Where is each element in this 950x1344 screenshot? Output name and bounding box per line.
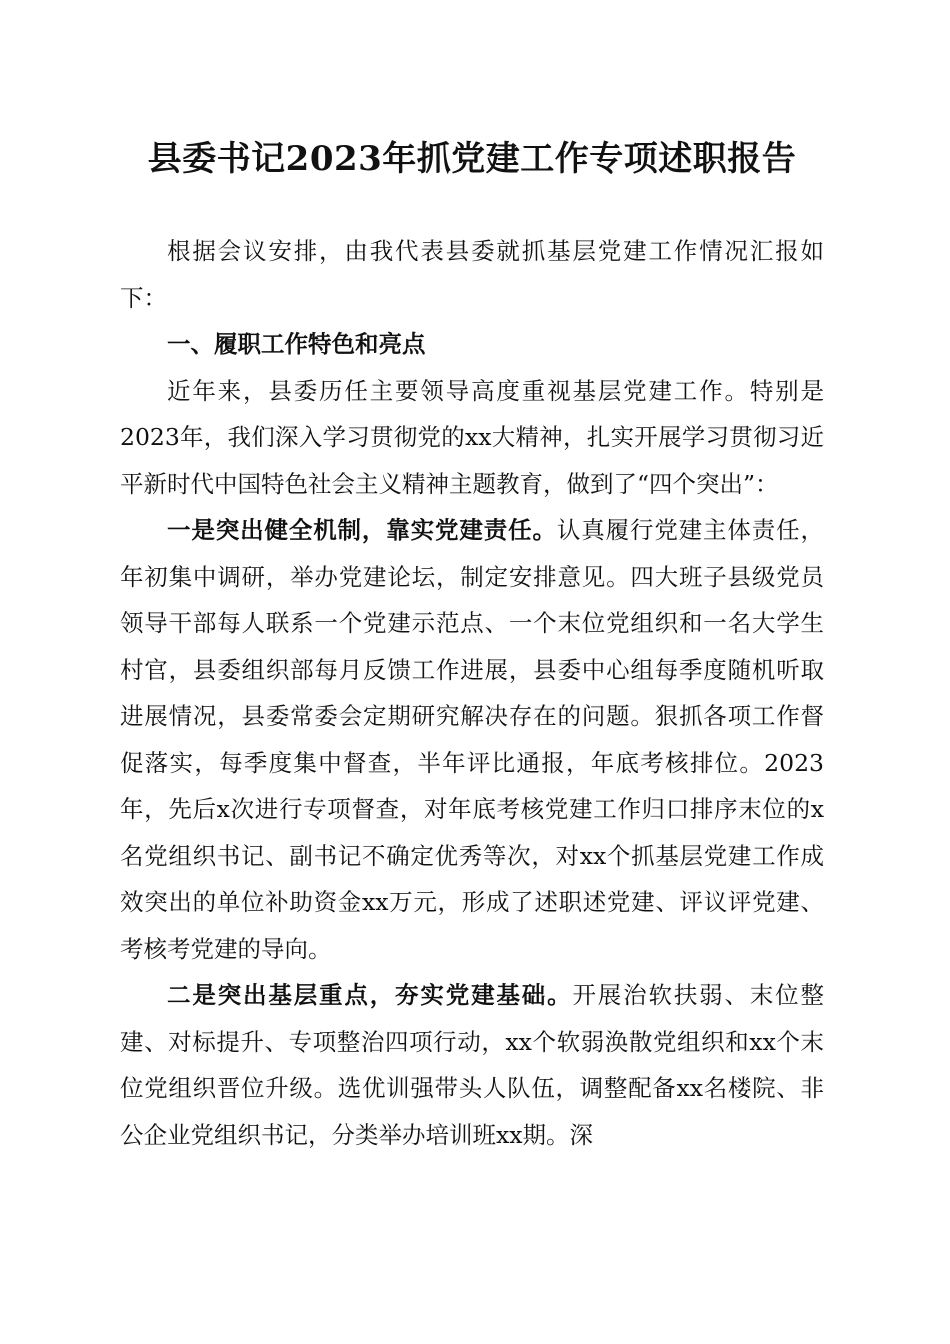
paragraph-2 <box>120 507 824 972</box>
paragraph-3-body: 开展治软扶弱、末位整建、对标提升、专项整治四项行动，xx个软弱涣散党组织和xx个末位党组织晋位升级。选优训强带头人队伍，调整配备xx名楼院、非公企业党组织书记，分类举办培训班xx期。深 <box>120 981 825 1149</box>
paragraph-3-lead: 二是突出基层重点，夯实党建基础。 <box>167 981 573 1009</box>
document-title: 县委书记2023年抓党建工作专项述职报告 <box>147 139 797 179</box>
section-heading: 一、履职工作特色和亮点 <box>167 330 426 358</box>
paragraph-3 <box>120 972 824 1158</box>
paragraph-2-lead: 一是突出健全机制，靠实党建责任。 <box>167 516 557 544</box>
paragraph-2-body: 认真履行党建主体责任，年初集中调研，举办党建论坛，制定安排意见。四大班子县级党员领导干部每人联系一个党建示范点、一个末位党组织和一名大学生村官，县委组织部每月反馈工作进展，县委中心组每季度随机听取进展情况，县委常委会定期研究解决存在的问题。狠抓各项工作督促落实，每季度集中督查，半年评比通报，年底考核排位。2023年，先后x次进行专项督查，对年底考核党建工作归口排序末位的x名党组织书记、副书记不确定优秀等次，对xx个抓基层党建工作成效突出的单位补助资金xx万元，形成了述职述党建、评议评党建、考核考党建的导向。 <box>120 516 825 963</box>
paragraph-1: 近年来，县委历任主要领导高度重视基层党建工作。特别是2023年，我们深入学习贯彻党的xx大精神，扎实开展学习贯彻习近平新时代中国特色社会主义精神主题教育，做到了“四个突出”： <box>120 376 824 498</box>
document-body <box>120 228 824 1158</box>
intro-paragraph: 根据会议安排，由我代表县委就抓基层党建工作情况汇报如下： <box>120 237 824 312</box>
